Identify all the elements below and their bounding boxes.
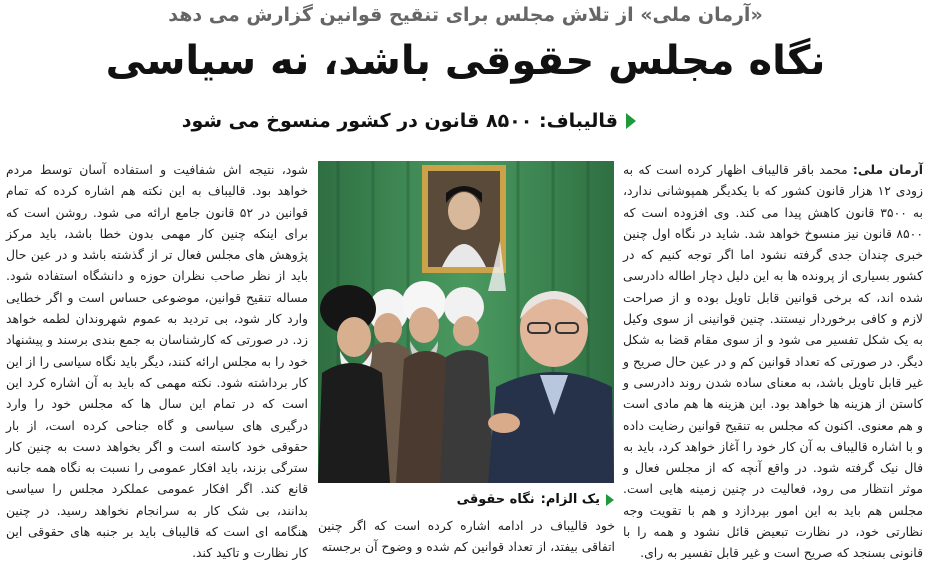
caption-label: یک الزام: [540, 492, 600, 507]
subhead [182, 110, 636, 132]
photo-caption [457, 492, 614, 507]
left-column: شود، نتیجه اش شفافیت و استفاده آسان توسط مردم خواهد بود. قالیباف به این نکته هم اشاره کرده که تمام قوانین در ۵۲ قانون جامع ارائه می شود. روشن است که برای اینکه چنین کار مهمی بدون خطا باشد، باید مرکز پژوهش های مجلس فعال تر از گذشته باشد و در عین حال باید از نظر صاحب نظران حوزه و دانشگاه استفاده شود. مساله تنقیح قوانین، موضوعی حساس است و اگر خطایی وارد کار شود، بی تردید به عموم شهروندان لطمه خواهد زد. در صورتی که کارشناسان به جمع بندی برسند و پیشنهاد خود را به مجلس ارائه کنند، دیگر باید نگاه سیاسی را از این کار برداشته شود. نکته مهمی که باید به آن اشاره کرد این است که در تمام این سال ها که مجلس خود را وارد درگیری های سیاسی و گاه جناحی کرده است، از بار حقوقی خود کاسته است و اگر بخواهد دست به چنین کار سترگی بزند، باید افکار عمومی را نسبت به نگاه همه جانبه قانع کند. اگر افکار عمومی عملکرد مجلس را سیاسی بدانند، بی شک کار به سرانجام نخواهد رسید. در چنین هنگامه ای است که قالیباف باید بر جنبه های حقوقی این کار نظارت و تاکید کند. [6, 162, 308, 561]
caption-triangle-icon [606, 494, 614, 506]
lead-label: آرمان ملی: [852, 162, 923, 177]
subhead-text: قالیباف: ۸۵۰۰ قانون در کشور منسوخ می شود [181, 110, 618, 132]
news-photo [318, 161, 614, 483]
headline: نگاه مجلس حقوقی باشد، نه سیاسی [105, 38, 826, 84]
right-column [623, 159, 923, 564]
caption-title: نگاه حقوقی [456, 492, 535, 507]
kicker: «آرمان ملی» از تلاش مجلس برای تنقیح قوانین گزارش می دهد [168, 4, 763, 26]
middle-column: خود قالیباف در ادامه اشاره کرده است که اگر چنین اتفاقی بیفتد، از تعداد قوانین کم شده و وضوح آن برجسته [318, 518, 615, 555]
right-column-text: محمد باقر قالیباف اظهار کرده است که به زودی ۱۲ هزار قانون کشور که با یکدیگر همپوشانی ندارد، به ۳۵۰۰ قانون کاهش پیدا می کند. وی افزوده است که ۸۵۰۰ قانون نیز منسوخ خواهد شد. شاید در نگاه اول چنین خبری چندان جدی گرفته نشود اما اگر توجه کنیم که در کشور بسیاری از پرونده ها به این دلیل دچار اطاله دادرسی شده اند، که برخی قوانین قابل تاویل بوده و از صراحت لازم و کافی برخوردار نیستند. چنین قوانینی از سوی وکیل به یک شکل تفسیر می شود و از سوی مقام قضا به شکل دیگر. در صورتی که تعداد قوانین کم و در عین حال صریح و غیر قابل تاویل باشد، به معنای ساده شدن روند دادرسی و کاستن از هزینه ها خواهد بود. این هزینه ها هم مادی است و هم معنوی. اکنون که مجلس به تنقیح قوانین رضایت داده و با اشاره قالیباف به آن کار خود را آغاز خواهد کرد، باید به فال نیک گرفته شود. در واقع آنچه که از مجلس فعال و موثر انتظار می رود، فعالیت در چنین زمینه هایی است. مجلس هم باید به این امور بپردازد و هم با تقویت وجه نظارتی خود، در نظارت تبعیض قائل نشود و همه را با قانونی بسنجد که صریح است و غیر قابل تفسیر به رای. [623, 162, 924, 561]
photo-illustration [318, 161, 614, 483]
triangle-bullet-icon [626, 113, 636, 129]
